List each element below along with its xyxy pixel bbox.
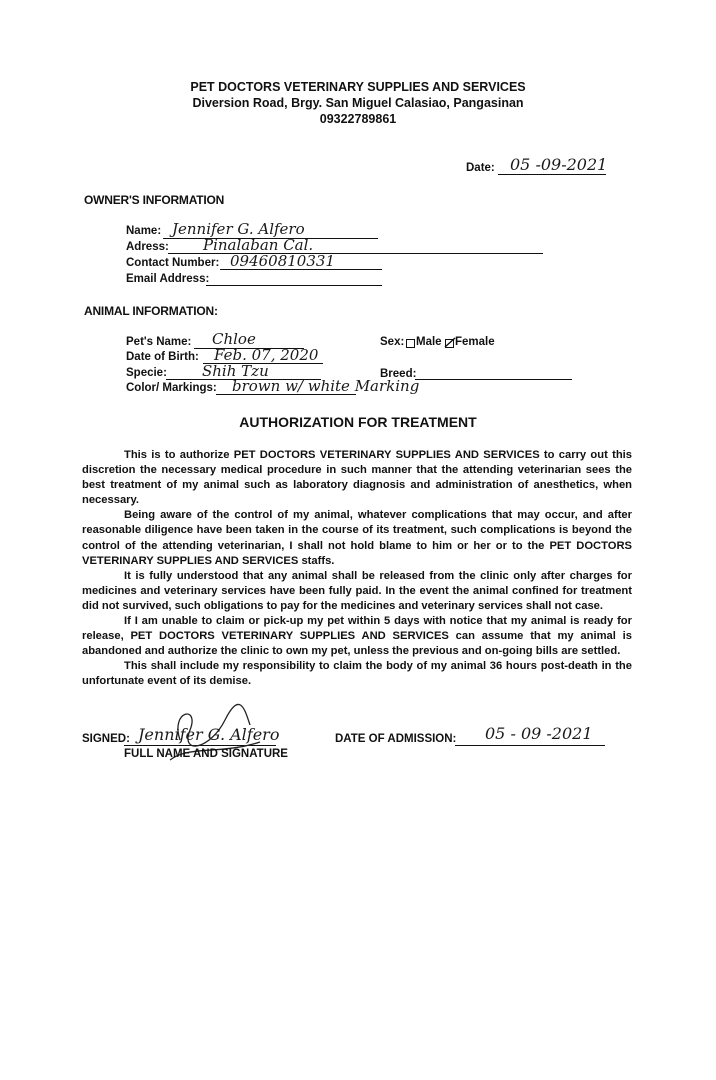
- color-markings-label: Color/ Markings:: [126, 382, 217, 394]
- authorization-title: AUTHORIZATION FOR TREATMENT: [239, 414, 477, 430]
- breed-label: Breed:: [380, 368, 417, 380]
- admission-label: DATE OF ADMISSION:: [335, 733, 457, 745]
- signed-label: SIGNED:: [82, 733, 130, 745]
- sex-female-label: Female: [455, 336, 495, 348]
- company-address: Diversion Road, Brgy. San Miguel Calasiao, Pangasinan: [192, 96, 524, 110]
- owner-email-label: Email Address:: [126, 273, 210, 285]
- owner-address-value: Pinalaban Cal.: [203, 236, 314, 254]
- authorization-paragraph: If I am unable to claim or pick-up my pet within 5 days with notice that my animal is ready for release, PET DOCTORS VETERINARY SUPPLIES AND SERVICES can assume that my animal is abandoned and authorize the clinic to own my pet, unless the previous and on-going bills are settled.: [82, 615, 632, 658]
- owner-name-value: Jennifer G. Alfero: [172, 220, 305, 238]
- sex-female-checkbox: [445, 339, 454, 348]
- owner-contact-value: 09460810331: [230, 252, 335, 270]
- full-name-label: FULL NAME AND SIGNATURE: [124, 748, 288, 760]
- owner-email-line: [206, 285, 382, 286]
- owner-name-label: Name:: [126, 225, 162, 237]
- color-markings-value: brown w/ white Marking: [232, 377, 420, 395]
- animal-section-title: ANIMAL INFORMATION:: [84, 304, 218, 318]
- date-value: 05 -09-2021: [510, 155, 608, 174]
- authorization-paragraph: This shall include my responsibility to claim the body of my animal 36 hours post-death in the unfortunate event of its demise.: [82, 660, 632, 688]
- owner-contact-label: Contact Number:: [126, 257, 220, 269]
- authorization-paragraph: This is to authorize PET DOCTORS VETERINARY SUPPLIES AND SERVICES to carry out this discretion the necessary medical procedure in such manner that the attending veterinarian sees the best treatment of my animal such as laboratory diagnosis and administration of anesthetics, when necessary.: [82, 449, 632, 507]
- dob-label: Date of Birth:: [126, 351, 199, 363]
- pet-name-label: Pet's Name:: [126, 336, 192, 348]
- admission-line: [455, 745, 605, 746]
- specie-label: Specie:: [126, 367, 167, 379]
- authorization-body: [82, 448, 632, 690]
- sex-male-label: Male: [416, 336, 442, 348]
- admission-value: 05 - 09 -2021: [485, 724, 593, 743]
- company-name: PET DOCTORS VETERINARY SUPPLIES AND SERVICES: [190, 80, 526, 94]
- sex-male-checkbox: [406, 339, 415, 348]
- breed-line: [415, 379, 572, 380]
- signed-value: Jennifer G. Alfero: [138, 725, 280, 744]
- authorization-paragraph: It is fully understood that any animal shall be released from the clinic only after charges for medicines and veterinary services have been fully paid. In the event the animal confined for treatment did not survived, such obligations to pay for the medicines and veterinary services shall not case.: [82, 569, 632, 612]
- dob-value: Feb. 07, 2020: [214, 346, 319, 364]
- date-label: Date:: [466, 162, 495, 174]
- company-phone: 09322789861: [319, 112, 397, 126]
- date-line: [498, 174, 606, 175]
- owner-section-title: OWNER'S INFORMATION: [84, 193, 225, 207]
- pet-name-value: Chloe: [212, 330, 256, 348]
- authorization-paragraph: Being aware of the control of my animal, whatever complications that may occur, and after reasonable diligence have been taken in the course of its treatment, such complications is beyond the control of the attending veterinarian, I shall not hold blame to him or her or to the PET DOCTORS VETERINARY SUPPLIES AND SERVICES staffs.: [82, 509, 632, 567]
- specie-value: Shih Tzu: [202, 362, 269, 380]
- owner-address-label: Adress:: [126, 241, 169, 253]
- sex-label: Sex:: [380, 336, 405, 348]
